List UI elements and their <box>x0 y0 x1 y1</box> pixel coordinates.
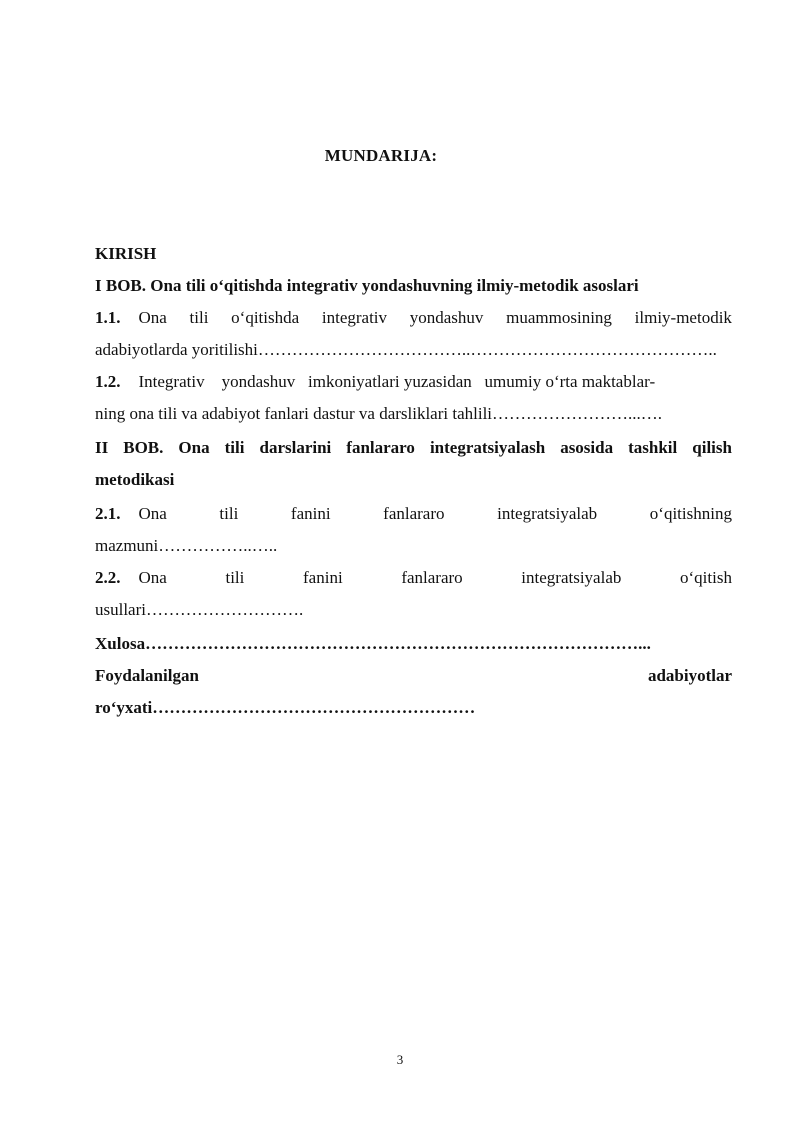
toc-word: 2.1. Ona <box>95 504 167 523</box>
toc-entry-2-2-line2: usullari………………………. <box>95 600 304 619</box>
toc-word: fanlararo <box>346 438 415 457</box>
section-number: 2.1. <box>95 504 121 523</box>
toc-word: tili <box>219 504 239 523</box>
toc-word: 2.2. Ona <box>95 568 167 587</box>
toc-entry-1-1-line1 <box>95 308 732 328</box>
toc-entry-chapter-1: I BOB. Ona tili o‘qitishda integrativ yondashuvning ilmiy-metodik asoslari <box>95 276 639 295</box>
toc-word: qilish <box>692 438 732 457</box>
toc-entry-chapter-2-line2: metodikasi <box>95 470 175 489</box>
toc-entry-1-2-line2: ning ona tili va adabiyot fanlari dastur va darsliklari tahlili……………………...…. <box>95 404 663 423</box>
toc-word: integrativ <box>321 308 388 327</box>
toc-word: integratsiyalash <box>429 438 546 457</box>
toc-entry-2-1-line1 <box>95 504 732 524</box>
toc-word: tili <box>224 438 245 457</box>
toc-word: tili <box>225 568 245 587</box>
toc-word: fanlararo <box>401 568 463 587</box>
toc-word: II <box>95 438 109 457</box>
toc-word: 1.1. Ona <box>95 308 167 327</box>
section-number: 2.2. <box>95 568 121 587</box>
toc-word: fanlararo <box>383 504 445 523</box>
toc-entry-2-1-line2: mazmuni……………..….. <box>95 536 278 555</box>
toc-word: o‘qitishda <box>231 308 300 327</box>
section-number: 1.1. <box>95 308 121 327</box>
toc-word: integratsiyalab <box>521 568 622 587</box>
toc-entry-1-2-line1: 1.2. Integrativ yondashuv imkoniyatlari yuzasidan umumiy o‘rta maktablar- <box>95 372 656 391</box>
toc-word: integratsiyalab <box>497 504 598 523</box>
toc-word: ilmiy-metodik <box>634 308 732 327</box>
section-number: 1.2. <box>95 372 121 391</box>
toc-word: o‘qitish <box>680 568 732 587</box>
page-number: 3 <box>396 1052 404 1067</box>
toc-word: muammosining <box>506 308 612 327</box>
toc-word: o‘qitishning <box>649 504 732 523</box>
page-title: MUNDARIJA: <box>324 146 438 165</box>
toc-entry-2-2-line1 <box>95 568 732 588</box>
toc-entry-1-1-line2: adabiyotlarda yoritilishi………………………………..…………………………………….. <box>95 340 717 359</box>
toc-word: tashkil <box>628 438 678 457</box>
toc-word: Ona <box>178 438 210 457</box>
toc-word: fanini <box>303 568 343 587</box>
toc-word: BOB. <box>123 438 164 457</box>
toc-entry-kirish: KIRISH <box>95 244 157 263</box>
toc-word: yondashuv <box>409 308 484 327</box>
toc-entry-references-line1 <box>95 666 732 686</box>
toc-word: asosida <box>560 438 614 457</box>
toc-word: darslarini <box>259 438 332 457</box>
toc-word: Foydalanilgan <box>95 666 199 685</box>
toc-entry-references-line2: ro‘yxati………………………………………………… <box>95 698 476 717</box>
toc-word: tili <box>189 308 209 327</box>
toc-entry-xulosa: Xulosa……………………………………………………………………………... <box>95 634 651 653</box>
toc-word: fanini <box>290 504 331 523</box>
toc-word: adabiyotlar <box>647 666 732 685</box>
toc-entry-chapter-2-line1 <box>95 438 732 458</box>
